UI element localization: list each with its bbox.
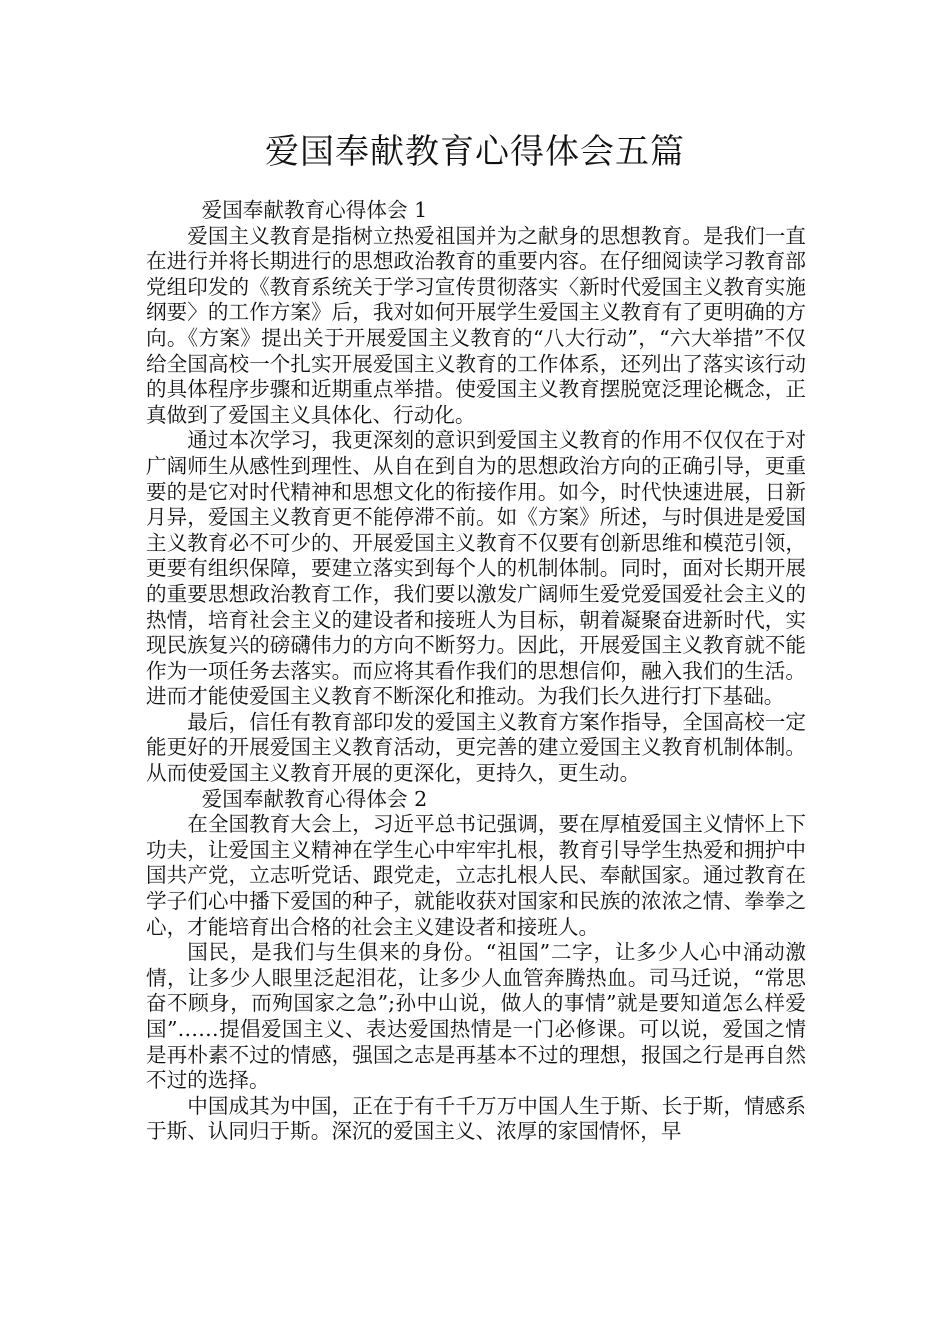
section-heading: 爱国奉献教育心得体会 1	[201, 198, 428, 222]
document-title: 爱国奉献教育心得体会五篇	[265, 132, 685, 172]
body-paragraph: 在全国教育大会上，习近平总书记强调，要在厚植爱国主义情怀上下功夫，让爱国主义精神在学生心中牢牢扎根，教育引导学生热爱和拥护中国共产党，立志听党话、跟党走，立志扎根人民、奉献国家。通过教育在学子们心中播下爱国的种子，就能收获对国家和民族的浓浓之情、拳拳之心，才能培育出合格的社会主义建设者和接班人。	[146, 812, 806, 939]
body-paragraph: 通过本次学习，我更深刻的意识到爱国主义教育的作用不仅仅在于对广阔师生从感性到理性、从自在到自为的思想政治方向的正确引导，更重要的是它对时代精神和思想文化的衔接作用。如今，时代快速进展，日新月异，爱国主义教育更不能停滞不前。如《方案》所述，与时俱进是爱国主义教育必不可少的、开展爱国主义教育不仅要有创新思维和模范引领，更要有组织保障，要建立落实到每个人的机制体制。同时，面对长期开展的重要思想政治教育工作，我们要以激发广阔师生爱党爱国爱社会主义的热情，培育社会主义的建设者和接班人为目标，朝着凝聚奋进新时代，实现民族复兴的磅礴伟力的方向不断努力。因此，开展爱国主义教育就不能作为一项任务去落实。而应将其看作我们的思想信仰，融入我们的生活。进而才能使爱国主义教育不断深化和推动。为我们长久进行打下基础。	[146, 428, 806, 709]
body-paragraph: 爱国主义教育是指树立热爱祖国并为之献身的思想教育。是我们一直在进行并将长期进行的思想政治教育的重要内容。在仔细阅读学习教育部党组印发的《教育系统关于学习宣传贯彻落实〈新时代爱国主义教育实施纲要〉的工作方案》后，我对如何开展学生爱国主义教育有了更明确的方向。《方案》提出关于开展爱国主义教育的“八大行动”，“六大举措”不仅给全国高校一个扎实开展爱国主义教育的工作体系，还列出了落实该行动的具体程序步骤和近期重点举措。使爱国主义教育摆脱宽泛理论概念，正真做到了爱国主义具体化、行动化。	[146, 223, 806, 427]
document-body	[146, 198, 806, 1145]
section-heading: 爱国奉献教育心得体会 2	[201, 786, 428, 811]
body-paragraph: 中国成其为中国，正在于有千千万万中国人生于斯、长于斯，情感系于斯、认同归于斯。深沉的爱国主义、浓厚的家国情怀，早	[146, 1093, 806, 1144]
body-paragraph: 国民，是我们与生俱来的身份。“祖国”二字，让多少人心中涌动激情，让多少人眼里泛起泪花，让多少人血管奔腾热血。司马迁说，“常思奋不顾身，而殉国家之急”;孙中山说，做人的事情”就是要知道怎么样爱国”……提倡爱国主义、表达爱国热情是一门必修课。可以说，爱国之情是再朴素不过的情感，强国之志是再基本不过的理想，报国之行是再自然不过的选择。	[146, 940, 806, 1093]
body-paragraph: 最后，信任有教育部印发的爱国主义教育方案作指导，全国高校一定能更好的开展爱国主义教育活动，更完善的建立爱国主义教育机制体制。从而使爱国主义教育开展的更深化，更持久，更生动。	[146, 709, 806, 786]
